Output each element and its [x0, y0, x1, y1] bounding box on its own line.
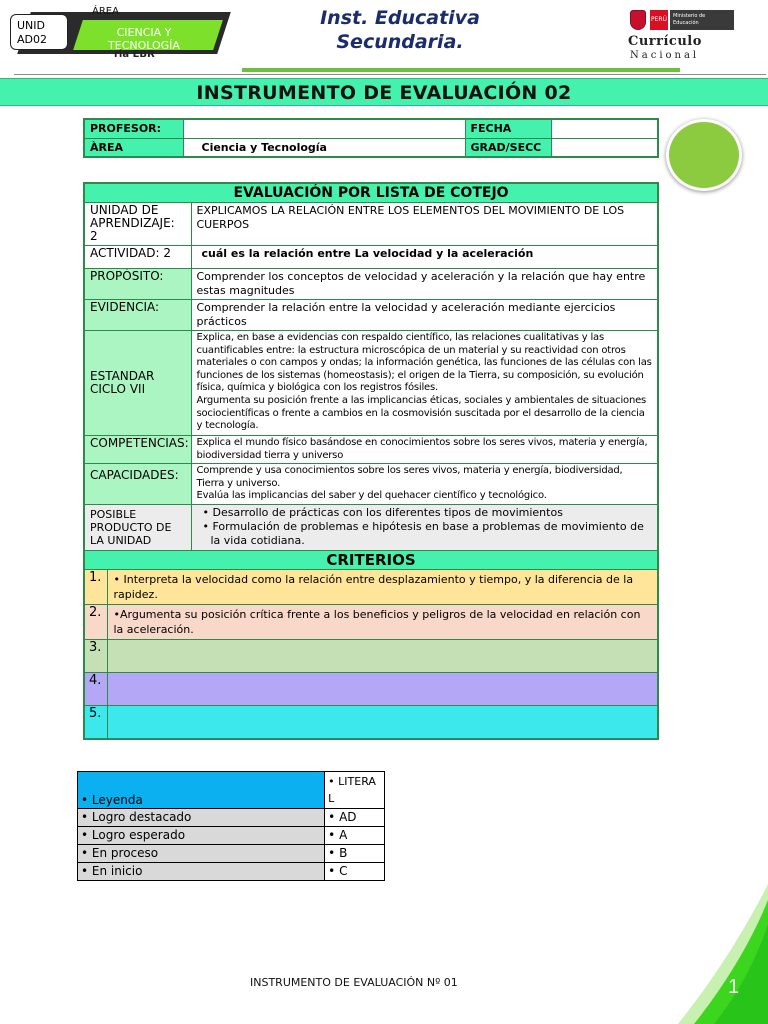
legend-row-code: • B — [325, 845, 385, 863]
ministry-label: Ministerio de Educación — [670, 10, 734, 30]
header-rule-green — [242, 68, 680, 72]
competencia-value: Explica el mundo físico basándose en conocimientos sobre los seres vivos, materia y energía, biodiversidad tierra y universo — [191, 436, 658, 464]
institution-title: Inst. Educativa Secundaria. — [320, 7, 480, 53]
capacidad-1: Comprende y usa conocimientos sobre los seres vivos, materia y energía, biodiversidad, Tierra y universo. — [196, 465, 623, 489]
fecha-field[interactable] — [551, 119, 658, 138]
criterio-text[interactable]: •Argumenta su posición crítica frente a los beneficios y peligros de la velocidad en relación con la aceleración. — [107, 604, 658, 639]
logo-line-2: Nacional — [630, 50, 700, 61]
ebr-label: ria EBR — [114, 49, 155, 60]
unidad-label: UNIDAD DE APRENDIZAJE: 2 — [84, 203, 191, 246]
criterios-heading: CRITERIOS — [84, 550, 658, 569]
estandar-label: ESTANDAR CICLO VII — [84, 331, 191, 436]
legend-row-code: • C — [325, 863, 385, 881]
subject-label: CIENCIA Y TECNOLOGÍA — [108, 26, 180, 50]
actividad-label: ACTIVIDAD: 2 — [84, 246, 191, 269]
footer-text: INSTRUMENTO DE EVALUACIÓN Nº 01 — [250, 976, 458, 989]
evidencia-label: EVIDENCIA: — [84, 300, 191, 331]
producto-item: • Desarrollo de prácticas con los diferentes tipos de movimientos — [202, 505, 563, 519]
header-rule-gray — [14, 74, 766, 75]
unit-tag: UNID AD02 — [10, 14, 68, 50]
legend-header: • Leyenda — [78, 772, 325, 809]
evaluation-heading: EVALUACIÓN POR LISTA DE COTEJO — [84, 183, 658, 203]
competencia-label: COMPETENCIAS: — [84, 436, 191, 464]
grad-field[interactable] — [551, 138, 658, 157]
logo-line-1: Currículo — [628, 34, 702, 49]
curriculo-nacional-logo — [624, 8, 744, 64]
area-field[interactable]: Ciencia y Tecnología — [183, 138, 465, 157]
actividad-value: cuál es la relación entre La velocidad y la aceleración — [191, 246, 658, 269]
capacidades-value — [191, 464, 658, 505]
criterio-number: 2. — [84, 604, 107, 639]
shield-icon — [630, 10, 646, 30]
area-label: ÁREA — [92, 6, 119, 17]
teacher-info-table — [83, 118, 659, 158]
criterio-text[interactable] — [107, 705, 658, 739]
estandar-paragraph-2: Argumenta su posición frente a las implicancias éticas, sociales y ambientales de situaciones sociocientíficas o frente a cambios en la cosmovisión suscitada por el desarrollo de la ciencia y tecnología. — [196, 394, 647, 432]
legend-row-label: • Logro esperado — [78, 827, 325, 845]
criterio-text[interactable] — [107, 672, 658, 705]
capacidad-2: Evalúa las implicancias del saber y del quehacer científico y tecnológico. — [196, 490, 547, 502]
legend-header-code: • LITERAL — [325, 772, 385, 809]
criterio-number: 4. — [84, 672, 107, 705]
proposito-label: PROPÓSITO: — [84, 269, 191, 300]
producto-label: POSIBLE PRODUCTO DE LA UNIDAD — [84, 504, 191, 550]
fecha-label: FECHA — [465, 119, 551, 138]
criterio-number: 3. — [84, 639, 107, 672]
legend-table — [77, 771, 385, 881]
legend-row-label: • Logro destacado — [78, 809, 325, 827]
unidad-value: EXPLICAMOS LA RELACIÓN ENTRE LOS ELEMENTOS DEL MOVIMIENTO DE LOS CUERPOS — [191, 203, 658, 246]
legend-row-label: • En proceso — [78, 845, 325, 863]
page-title: INSTRUMENTO DE EVALUACIÓN 02 — [0, 78, 768, 106]
grad-label: GRAD/SECC — [465, 138, 551, 157]
profesor-label: PROFESOR: — [84, 119, 183, 138]
criterio-number: 1. — [84, 569, 107, 604]
evidencia-value: Comprender la relación entre la velocidad y aceleración mediante ejercicios prácticos — [191, 300, 658, 331]
corner-decoration — [678, 884, 768, 1024]
profesor-field[interactable] — [183, 119, 465, 138]
producto-value — [191, 504, 658, 550]
legend-row-label: • En inicio — [78, 863, 325, 881]
legend-row-code: • AD — [325, 809, 385, 827]
decorative-circle — [666, 119, 748, 191]
peru-flag-label: PERÚ — [650, 10, 668, 30]
capacidades-label: CAPACIDADES: — [84, 464, 191, 505]
evaluation-table — [83, 182, 659, 740]
criterio-text[interactable]: • Interpreta la velocidad como la relación entre desplazamiento y tiempo, y la diferencia de la rapidez. — [107, 569, 658, 604]
producto-item: • Formulación de problemas e hipótesis en base a problemas de movimiento de la vida cotidiana. — [202, 519, 644, 547]
estandar-paragraph-1: Explica, en base a evidencias con respaldo científico, las relaciones cualitativas y las cuantificables entre: la estructura microscópica de un material y su reactividad con otros materiales o con campos y ondas; la información genética, las funciones de las células con las funciones de los sistemas (homeostasis); el origen de la Tierra, su composición, su evolución física, química y biológica con los registros fósiles. — [196, 332, 652, 394]
legend-row-code: • A — [325, 827, 385, 845]
page-number: 1 — [728, 976, 740, 998]
criterio-number: 5. — [84, 705, 107, 739]
proposito-value: Comprender los conceptos de velocidad y aceleración y la relación que hay entre estas magnitudes — [191, 269, 658, 300]
estandar-value — [191, 331, 658, 436]
area-field-label: ÀREA — [84, 138, 183, 157]
criterio-text[interactable] — [107, 639, 658, 672]
